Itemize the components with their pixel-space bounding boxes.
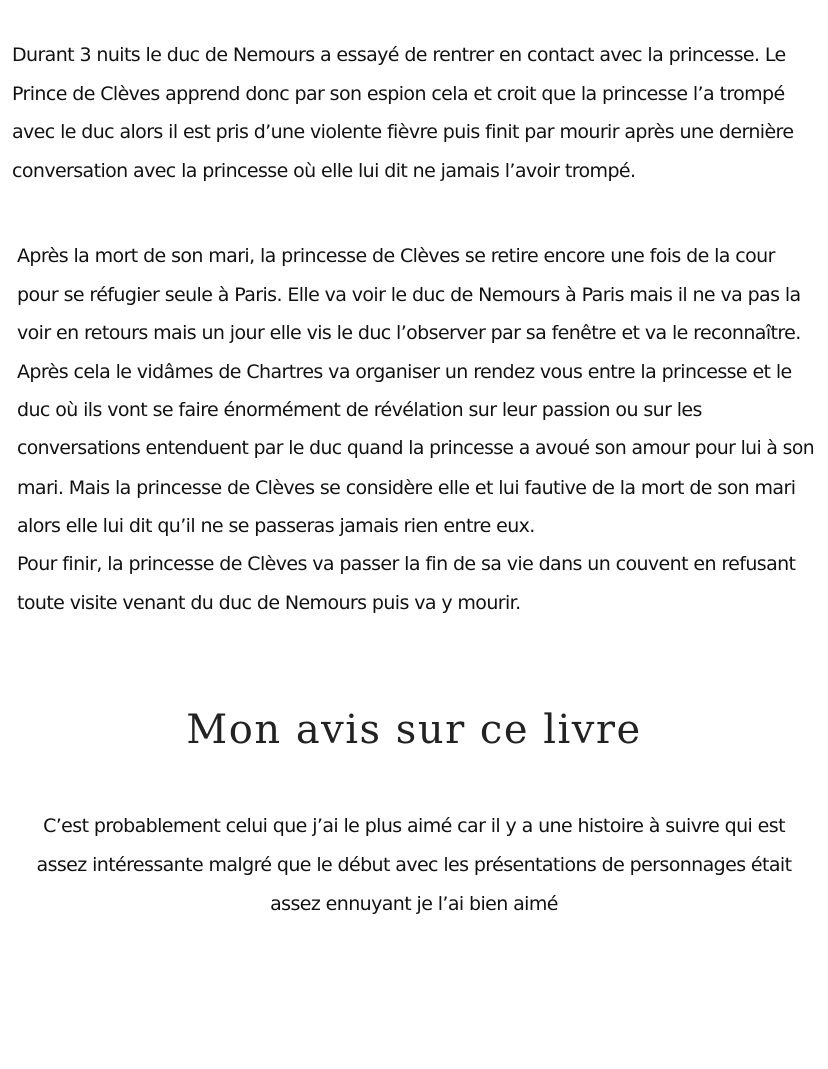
text-line: assez intéressante malgré que le début avec les présentations de personnages était (36, 854, 792, 876)
text-line: mari. Mais la princesse de Clèves se considère elle et lui fautive de la mort de son mari (17, 476, 796, 499)
text-line: avec le duc alors il est pris d’une violente fièvre puis finit par mourir après une dernière (12, 121, 794, 144)
summary-paragraph-2 (17, 237, 817, 546)
text-line: conversations entenduent par le duc quand la princesse a avoué son amour pour lui à son (17, 437, 815, 459)
text-line: Après cela le vidâmes de Chartres va organiser un rendez vous entre la princesse et le (17, 360, 792, 383)
opinion-paragraph (0, 807, 828, 924)
summary-paragraph-1 (12, 36, 812, 190)
text-line: C’est probablement celui que j’ai le plus aimé car il y a une histoire à suivre qui est (43, 815, 785, 837)
text-line: assez ennuyant je l’ai bien aimé (270, 893, 558, 915)
text-line: Après la mort de son mari, la princesse de Clèves se retire encore une fois de la cour (17, 245, 775, 267)
section-heading: Mon avis sur ce livre (186, 707, 642, 753)
text-line: voir en retours mais un jour elle vis le duc l’observer par sa fenêtre et va le reconnaître. (17, 322, 801, 345)
text-line: Prince de Clèves apprend donc par son espion cela et croit que la princesse l’a trompé (12, 82, 785, 105)
text-line: toute visite venant du duc de Nemours puis va y mourir. (17, 591, 521, 614)
text-line: alors elle lui dit qu’il ne se passeras jamais rien entre eux. (17, 515, 535, 538)
summary-paragraph-3 (17, 545, 817, 622)
text-line: Pour finir, la princesse de Clèves va passer la fin de sa vie dans un couvent en refusant (17, 553, 796, 575)
text-line: Durant 3 nuits le duc de Nemours a essayé de rentrer en contact avec la princesse. Le (12, 44, 786, 66)
text-line: conversation avec la princesse où elle lui dit ne jamais l’avoir trompé. (12, 159, 636, 182)
text-line: pour se réfugier seule à Paris. Elle va voir le duc de Nemours à Paris mais il ne va pas la (17, 283, 801, 306)
text-line: duc où ils vont se faire énormément de révélation sur leur passion ou sur les (17, 399, 702, 422)
